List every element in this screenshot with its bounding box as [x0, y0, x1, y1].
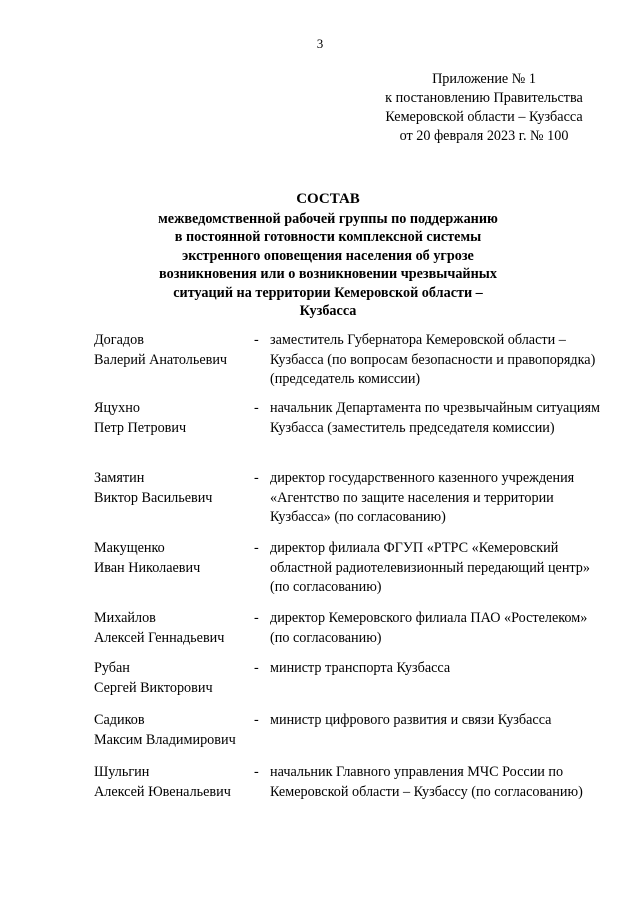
title-heading: СОСТАВ	[296, 191, 360, 207]
appendix-line: Приложение № 1	[432, 71, 536, 87]
member-given-name: Максим Владимирович	[94, 731, 236, 748]
member-name	[94, 469, 254, 508]
member-given-name: Алексей Геннадьевич	[94, 629, 225, 646]
member-name	[94, 399, 254, 438]
member-surname: Михайлов	[94, 610, 156, 626]
member-role: директор государственного казенного учреждения «Агентство по защите населения и территории Кузбасса» (по согласованию)	[270, 470, 575, 525]
member-dash: -	[254, 470, 259, 486]
member-surname: Замятин	[94, 470, 145, 486]
member-dash: -	[254, 660, 259, 676]
title-line: Кузбасса	[299, 303, 357, 319]
members-list	[94, 331, 604, 823]
member-entry	[94, 539, 604, 609]
member-given-name: Иван Николаевич	[94, 559, 201, 576]
member-entry	[94, 711, 604, 763]
member-entry	[94, 331, 604, 399]
appendix-line: к постановлению Правительства	[385, 90, 583, 106]
member-role: директор филиала ФГУП «РТРС «Кемеровский областной радиотелевизионный передающий центр» (по согласованию)	[270, 540, 590, 595]
document-title	[140, 190, 516, 321]
member-dash: -	[254, 540, 259, 556]
member-name	[94, 609, 254, 648]
title-line: экстренного оповещения населения об угрозе	[182, 247, 474, 264]
member-name	[94, 539, 254, 578]
member-role: заместитель Губернатора Кемеровской области – Кузбасса (по вопросам безопасности и правопорядка) (председатель комиссии)	[270, 332, 596, 387]
title-line: возникновения или о возникновении чрезвычайных	[159, 266, 497, 282]
appendix-line: Кемеровской области – Кузбасса	[385, 109, 583, 125]
member-dash: -	[254, 610, 259, 626]
member-name	[94, 711, 254, 750]
member-name	[94, 659, 254, 698]
member-name	[94, 331, 254, 370]
member-dash: -	[254, 332, 259, 348]
member-surname: Макущенко	[94, 540, 165, 556]
member-surname: Шульгин	[94, 764, 150, 780]
title-line: в постоянной готовности комплексной системы	[174, 229, 482, 245]
member-given-name: Валерий Анатольевич	[94, 351, 228, 368]
title-line: межведомственной рабочей группы по поддержанию	[158, 210, 498, 227]
member-dash: -	[254, 400, 259, 416]
member-given-name: Алексей Ювенальевич	[94, 783, 231, 800]
member-entry	[94, 469, 604, 539]
member-entry	[94, 763, 604, 823]
member-entry	[94, 609, 604, 659]
member-role: министр цифрового развития и связи Кузбасса	[270, 712, 552, 728]
member-surname: Рубан	[94, 660, 130, 676]
member-dash: -	[254, 764, 259, 780]
member-surname: Садиков	[94, 712, 145, 728]
appendix-line: от 20 февраля 2023 г. № 100	[399, 128, 569, 144]
member-role: министр транспорта Кузбасса	[270, 660, 451, 676]
title-line: ситуаций на территории Кемеровской области –	[173, 284, 483, 301]
member-name	[94, 763, 254, 802]
member-given-name: Сергей Викторович	[94, 679, 213, 696]
member-role: начальник Департамента по чрезвычайным ситуациям Кузбасса (заместитель председателя комиссии)	[270, 400, 600, 436]
member-entry	[94, 399, 604, 469]
member-dash: -	[254, 712, 259, 728]
page-number: 3	[316, 36, 324, 51]
appendix-header	[368, 70, 600, 146]
member-entry	[94, 659, 604, 711]
member-role: начальник Главного управления МЧС России по Кемеровской области – Кузбассу (по согласованию)	[270, 764, 583, 800]
member-given-name: Петр Петрович	[94, 419, 187, 436]
member-given-name: Виктор Васильевич	[94, 489, 213, 506]
member-role: директор Кемеровского филиала ПАО «Ростелеком» (по согласованию)	[270, 610, 588, 646]
member-surname: Догадов	[94, 332, 144, 348]
member-surname: Яцухно	[94, 400, 140, 416]
